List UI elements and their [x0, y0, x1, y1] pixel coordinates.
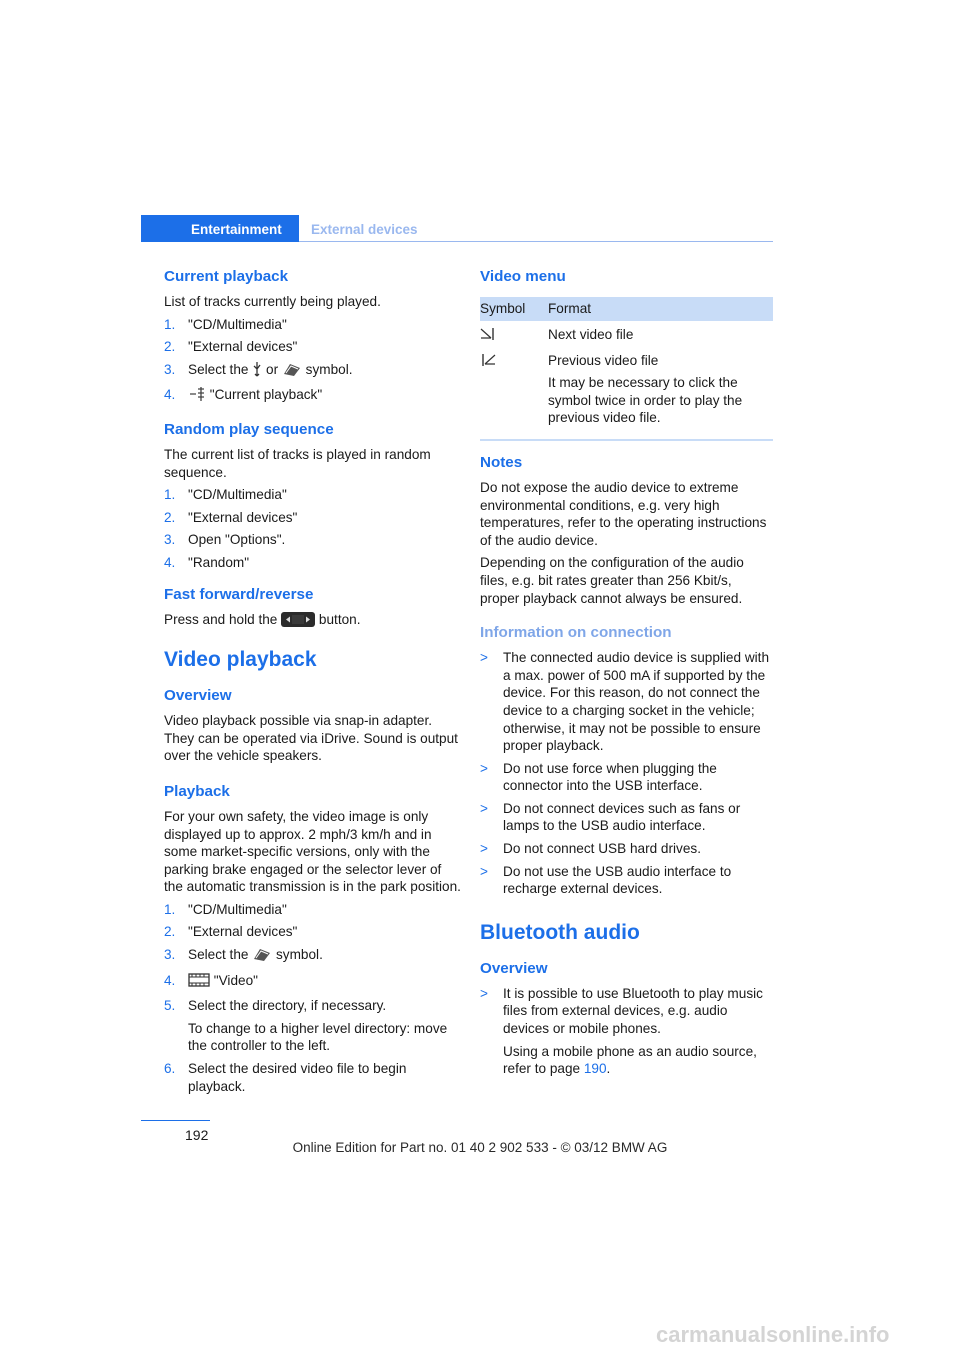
watermark: carmanualsonline.info	[656, 1322, 890, 1347]
list-item: > Do not use force when plugging the connector into the USB interface.	[480, 760, 717, 794]
video-playback-section	[164, 647, 462, 1095]
audio-device-icon	[252, 946, 272, 967]
connection-heading: Information on connection	[480, 624, 672, 642]
video-playback-heading: Video playback	[164, 648, 317, 672]
random-play-section	[164, 420, 462, 572]
section-label: External devices	[311, 222, 418, 237]
list-item: 2. "External devices"	[164, 339, 298, 355]
current-playback-intro: List of tracks currently being played.	[164, 294, 381, 309]
current-playback-heading: Current playback	[164, 268, 289, 285]
list-item: 1. "CD/Multimedia"	[164, 901, 287, 917]
header-rule	[299, 241, 773, 242]
notes-heading: Notes	[480, 453, 523, 471]
previous-video-icon	[480, 352, 496, 373]
page-number: 192	[185, 1127, 209, 1143]
list-item: 2. "External devices"	[164, 509, 298, 525]
list-item: > The connected audio device is supplied with a max. power of 500 mA if supported by the device. For this reason, do not connect the device to a charging socket in the vehicle; otherwise, it may not be possible to ensure proper playback.	[480, 650, 770, 754]
video-menu-table	[480, 297, 773, 427]
list-item: > It is possible to use Bluetooth to play music files from external devices, e.g. audio devices or mobile phones. Using a mobile phone as an audio source, refer to page 190.	[480, 985, 763, 1077]
list-item: 6. Select the desired video file to begin playback.	[164, 1061, 407, 1094]
list-item: 3. Select the or symbol.	[164, 361, 462, 382]
video-menu-section	[480, 267, 773, 441]
next-video-icon	[480, 326, 496, 347]
list-item: 5. Select the directory, if necessary. To change to a higher level directory: move the controller to the left.	[164, 998, 448, 1054]
table-bottom-rule	[480, 439, 773, 441]
table-header-symbol: Symbol	[480, 297, 548, 321]
chapter-label: Entertainment	[191, 222, 282, 237]
list-item: 2. "External devices"	[164, 924, 298, 940]
fast-forward-heading: Fast forward/reverse	[164, 585, 314, 603]
random-play-heading: Random play sequence	[164, 420, 334, 438]
connection-section	[480, 623, 773, 898]
page-number-rule	[141, 1120, 210, 1121]
video-icon	[188, 972, 210, 993]
video-playback-text: For your own safety, the video image is only displayed up to approx. 2 mph/3 km/h and in some market-specific versions, only with the parking brake engaged or the selector lever of the automatic transmission is in the park position.	[164, 808, 461, 895]
list-item: 1. "CD/Multimedia"	[164, 316, 287, 332]
footer-text: Online Edition for Part no. 01 40 2 902 533 - © 03/12 BMW AG	[292, 1140, 668, 1155]
left-column	[164, 266, 462, 1100]
list-item: 1. "CD/Multimedia"	[164, 487, 287, 503]
notes-paragraph-1: Do not expose the audio device to extreme environmental conditions, e.g. very high temperatures, refer to the operating instructions of the audio device.	[480, 479, 767, 548]
video-overview-heading: Overview	[164, 687, 232, 705]
playlist-icon	[188, 386, 206, 407]
video-menu-heading: Video menu	[480, 268, 566, 285]
bluetooth-section	[480, 920, 773, 1078]
fast-forward-section	[164, 585, 462, 629]
notes-paragraph-2: Depending on the configuration of the audio files, e.g. bit rates greater than 256 Kbit/s, proper playback cannot always be ensured.	[480, 555, 744, 606]
list-item: 4. "Random"	[164, 554, 250, 570]
list-item: > Do not connect USB hard drives.	[480, 841, 701, 857]
list-item: 4. "Current playback"	[164, 386, 462, 407]
notes-section	[480, 453, 773, 607]
right-column	[480, 266, 773, 1083]
random-play-intro: The current list of tracks is played in random sequence.	[164, 446, 431, 480]
usb-icon	[252, 361, 262, 382]
list-item: 4. "Video"	[164, 972, 462, 993]
list-item: > Do not connect devices such as fans or lamps to the USB audio interface.	[480, 800, 741, 834]
list-item: > Do not use the USB audio interface to recharge external devices.	[480, 863, 732, 897]
table-header-format: Format	[548, 297, 773, 321]
list-item: 3. Open "Options".	[164, 532, 286, 548]
page-link[interactable]: 190	[583, 1061, 607, 1077]
fast-forward-text: Press and hold the button.	[164, 611, 361, 627]
seek-button-icon	[281, 612, 315, 627]
audio-device-icon	[282, 361, 302, 382]
video-overview-text: Video playback possible via snap-in adapter. They can be operated via iDrive. Sound is output over the vehicle speakers.	[164, 713, 458, 764]
video-playback-sub-heading: Playback	[164, 782, 230, 800]
chapter-tab	[141, 215, 299, 242]
current-playback-section	[164, 267, 462, 407]
table-row: Previous video file It may be necessary to click the symbol twice in order to play the previous video file.	[480, 347, 773, 427]
table-row: Next video file	[480, 321, 773, 347]
list-item: 3. Select the symbol.	[164, 946, 462, 967]
bluetooth-overview-heading: Overview	[480, 959, 548, 977]
bluetooth-heading: Bluetooth audio	[480, 920, 640, 944]
